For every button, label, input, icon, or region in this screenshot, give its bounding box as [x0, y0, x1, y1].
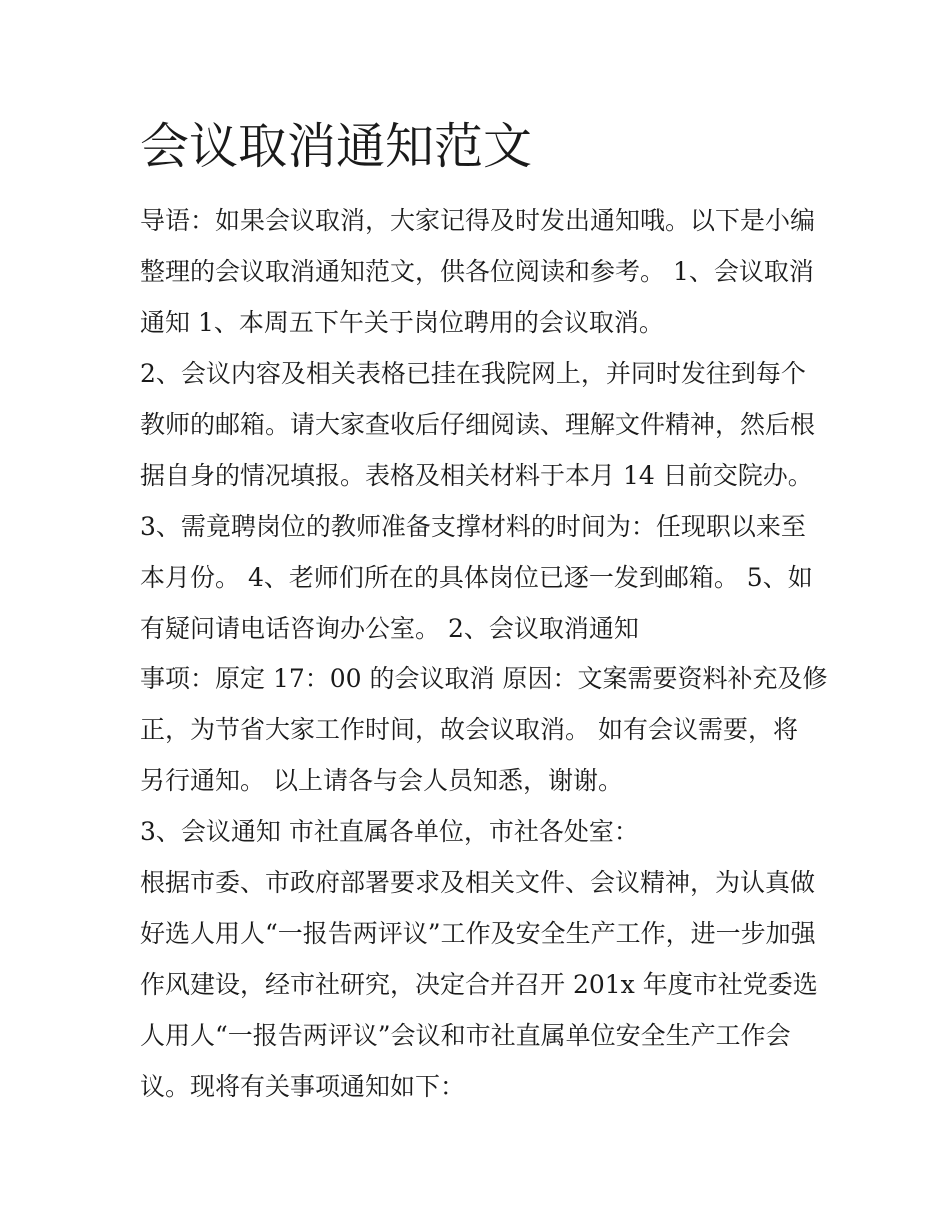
body-line-1: 导语：如果会议取消，大家记得及时发出通知哦。以下是小编 — [140, 206, 816, 235]
body-line-5: 教师的邮箱。请大家查收后仔细阅读、理解文件精神，然后根 — [140, 410, 816, 439]
body-line-11: 正，为节省大家工作时间，故会议取消。 如有会议需要，将 — [140, 715, 798, 744]
body-line-9: 有疑问请电话咨询办公室。 2、会议取消通知 — [140, 614, 639, 643]
body-line-8: 本月份。 4、老师们所在的具体岗位已逐一发到邮箱。 5、如 — [140, 563, 813, 592]
body-line-13: 3、会议通知 市社直属各单位，市社各处室： — [140, 817, 639, 846]
body-line-7: 3、需竟聘岗位的教师准备支撑材料的时间为：任现职以来至 — [140, 512, 806, 541]
body-line-3: 通知 1、本周五下午关于岗位聘用的会议取消。 — [140, 308, 664, 337]
body-line-16: 作风建设，经市社研究，决定合并召开 201x 年度市社党委选 — [140, 970, 818, 999]
body-line-2: 整理的会议取消通知范文，供各位阅读和参考。 1、会议取消 — [140, 257, 814, 286]
body-line-6: 据自身的情况填报。表格及相关材料于本月 14 日前交院办。 — [140, 461, 813, 490]
document-title: 会议取消通知范文 — [140, 118, 533, 175]
body-line-15: 好选人用人“一报告两评议”工作及安全生产工作，进一步加强 — [140, 919, 816, 948]
body-line-12: 另行通知。 以上请各与会人员知悉，谢谢。 — [140, 766, 623, 795]
body-line-10: 事项：原定 17：00 的会议取消 原因：文案需要资料补充及修 — [140, 664, 828, 693]
body-line-14: 根据市委、市政府部署要求及相关文件、会议精神，为认真做 — [140, 868, 816, 897]
body-line-18: 议。现将有关事项通知如下： — [140, 1072, 466, 1101]
body-line-4: 2、会议内容及相关表格已挂在我院网上，并同时发往到每个 — [140, 359, 806, 388]
body-line-17: 人用人“一报告两评议”会议和市社直属单位安全生产工作会 — [140, 1021, 791, 1050]
